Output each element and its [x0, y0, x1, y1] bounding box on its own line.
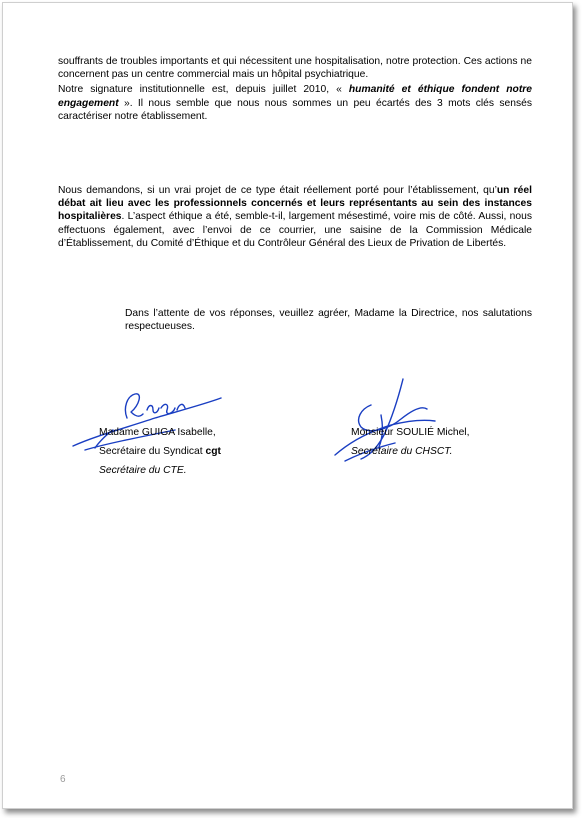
document-page	[2, 2, 573, 809]
closing-text: Dans l’attente de vos réponses, veuillez agréer, Madame la Directrice, nos salutations respectueuses.	[125, 308, 532, 333]
institutional-motto: humanité et éthique fondent notre engagement	[58, 84, 532, 109]
signatory-left-role-prefix: Secrétaire du Syndicat	[99, 446, 206, 457]
paragraph-demands	[58, 184, 532, 250]
closing-paragraph	[58, 307, 532, 333]
demands-intro: Nous demandons, si un vrai projet de ce type était réellement porté pour l’établissement, qu’	[58, 185, 497, 196]
signature-rest: ». Il nous semble que nous nous sommes un peu écartés des 3 mots clés sensés caractériser notre établissement.	[58, 97, 532, 122]
demands-bold: un réel débat ait lieu avec les professionnels concernés et leurs représentants au sein des instances hospitalières	[58, 185, 532, 223]
signatory-right-role: Secrétaire du CHSCT.	[351, 446, 453, 457]
signature-intro: Notre signature institutionnelle est, depuis juillet 2010, «	[58, 84, 349, 96]
demands-rest: . L’aspect éthique a été, semble-t-il, largement mésestimé, voire mis de côté. Aussi, nous effectuons également, avec l’envoi de ce courrier, une saisine de la Commission Médicale d’Établissement, du Comité d’Éthique et du Contrôleur Général des Lieux de Privation de Libertés.	[58, 211, 532, 249]
union-name: cgt	[205, 446, 221, 457]
signatory-right-name: Monsieur SOULIÉ Michel,	[351, 427, 470, 438]
paragraph-line: souffrants de troubles importants et qui nécessitent une hospitalisation, notre protection. Ces actions ne concernent pas un centre commercial mais un hôpital psychiatrique.	[58, 56, 532, 81]
paragraph-protection	[58, 55, 532, 123]
signatory-left	[99, 425, 221, 482]
signatory-left-name: Madame GUIGA Isabelle,	[99, 427, 216, 438]
page-number: 6	[60, 774, 66, 785]
signature-paragraph	[58, 83, 532, 123]
signatory-right	[351, 425, 469, 463]
signatory-left-role	[99, 444, 221, 463]
signatory-left-role2: Secrétaire du CTE.	[99, 465, 187, 476]
